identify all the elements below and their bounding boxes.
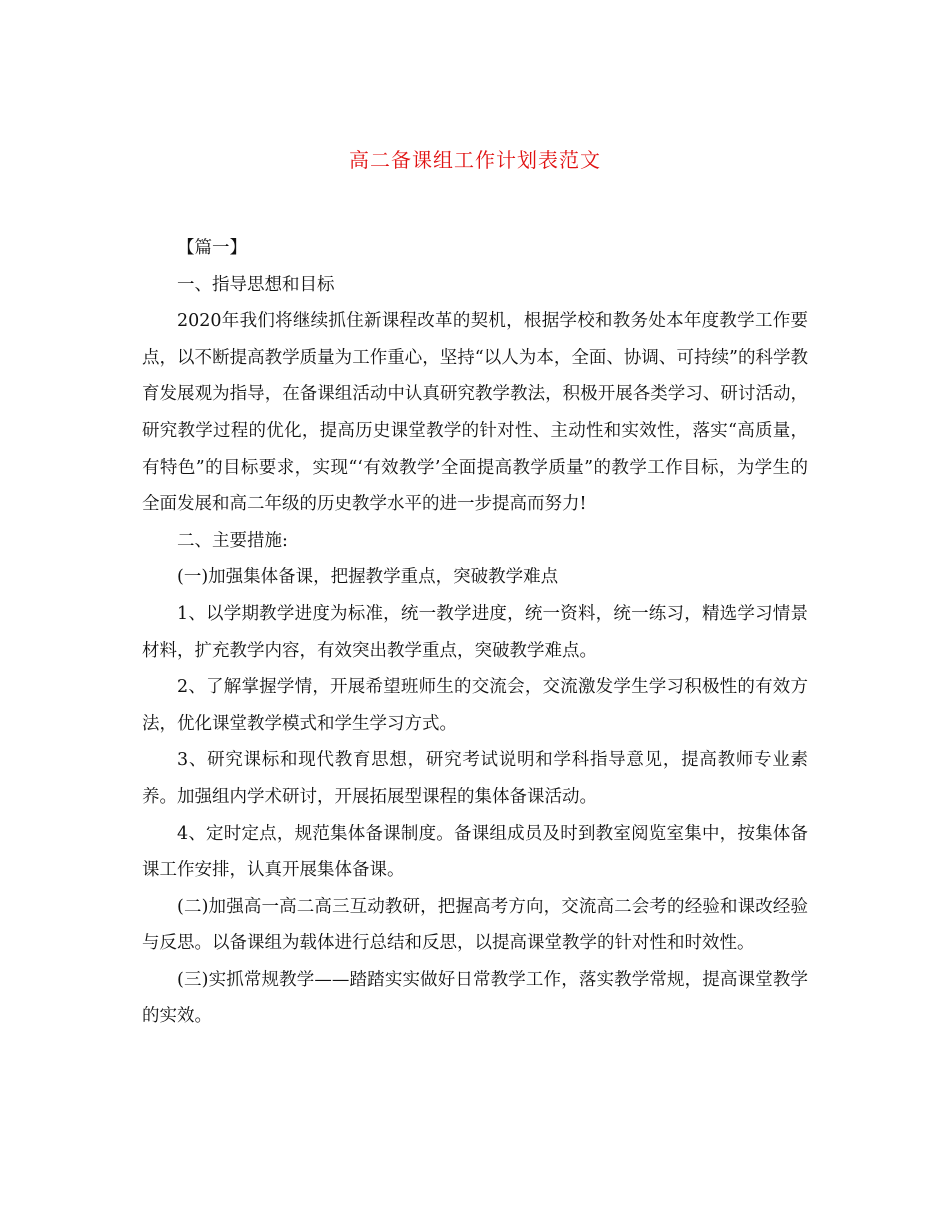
list-item-2: 2、了解掌握学情，开展希望班师生的交流会，交流激发学生学习积极性的有效方法，优化课堂教学模式和学生学习方式。 xyxy=(142,677,808,734)
paragraph-goals: 2020年我们将继续抓住新课程改革的契机，根据学校和教务处本年度教学工作要点，以不断提高教学质量为工作重心，坚持“以人为本，全面、协调、可持续”的科学教育发展观为指导，在备课组活动中认真研究教学教法，积极开展各类学习、研讨活动，研究教学过程的优化，提高历史课堂教学的针对性、主动性和实效性，落实“高质量，有特色”的目标要求，实现“‘有效教学’全面提高教学质量”的教学工作目标，为学生的全面发展和高二年级的历史教学水平的进一步提高而努力! xyxy=(142,311,808,515)
heading-guiding-ideas: 一、指导思想和目标 xyxy=(177,274,335,295)
list-item-1: 1、以学期教学进度为标准，统一教学进度，统一资料，统一练习，精选学习情景材料，扩充教学内容，有效突出教学重点，突破教学难点。 xyxy=(142,603,808,661)
list-item-3: 3、研究课标和现代教育思想，研究考试说明和学科指导意见，提高教师专业素养。加强组内学术研讨，开展拓展型课程的集体备课活动。 xyxy=(142,750,808,807)
document-body xyxy=(142,230,808,1035)
section-label: 【篇一】 xyxy=(177,238,247,258)
subheading-routine-teaching: (三)实抓常规教学——踏踏实实做好日常教学工作，落实教学常规，提高课堂教学的实效。 xyxy=(142,969,808,1027)
document-title: 高二备课组工作计划表范文 xyxy=(349,148,601,172)
heading-main-measures: 二、主要措施: xyxy=(177,530,288,551)
subheading-interactive-research: (二)加强高一高二高三互动教研，把握高考方向，交流高二会考的经验和课改经验与反思。以备课组为载体进行总结和反思，以提高课堂教学的针对性和时效性。 xyxy=(142,896,808,954)
list-item-4: 4、定时定点，规范集体备课制度。备课组成员及时到教室阅览室集中，按集体备课工作安排，认真开展集体备课。 xyxy=(142,823,808,881)
subheading-collective-prep: (一)加强集体备课，把握教学重点，突破教学难点 xyxy=(177,567,559,588)
